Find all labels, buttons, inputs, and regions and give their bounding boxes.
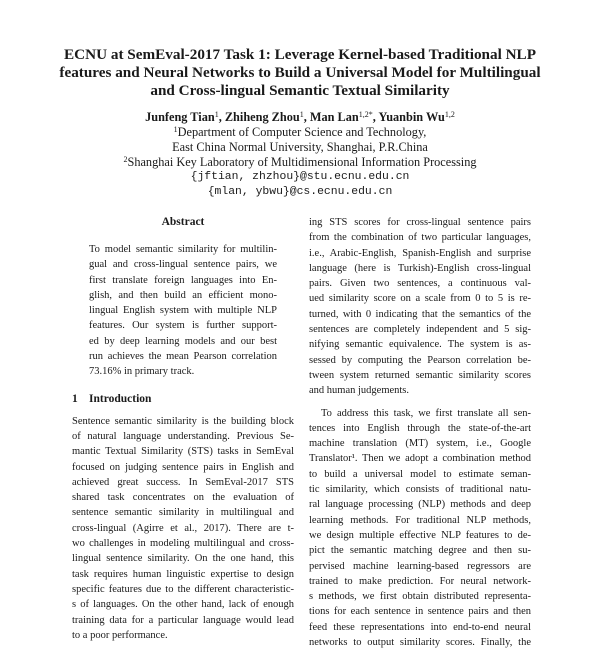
body-line: learning methods. For traditional NLP methods, (309, 514, 531, 526)
paragraph-gap (309, 399, 531, 406)
abstract-line: To model semantic similarity for multilin- (89, 244, 277, 255)
body-line: we design multiple effective NLP features to de- (309, 529, 531, 541)
author-separator: , (303, 110, 310, 124)
author-name: Yuanbin Wu (378, 110, 445, 124)
introduction-body (72, 414, 294, 643)
title-line: features and Neural Networks to Build a Universal Model for Multilingual (59, 64, 541, 81)
author-separator: , (218, 110, 225, 124)
author-separator: , (372, 110, 379, 124)
body-line: and human judgements. (309, 385, 410, 397)
body-line: pict the semantic matching degree and then su- (309, 545, 531, 557)
affiliation-1 (40, 125, 560, 140)
abstract-line: glish, and then build an efficient mono- (89, 289, 277, 301)
author-block (40, 110, 560, 200)
body-line: sentences are completely independent and 5 sig- (309, 324, 531, 336)
body-line: feed these representations into end-to-end neural (309, 621, 531, 633)
affiliation-sup: 1 (173, 125, 178, 134)
body-line: achieved great success. In SemEval-2017 STS (72, 476, 294, 488)
body-line: s methods, we first obtain distributed representa- (309, 591, 531, 603)
body-line: tween system returned semantic similarity scores (309, 369, 531, 381)
abstract-line: 73.16% in primary track. (89, 366, 195, 378)
body-line: shared task concentrates on the evaluation of (72, 492, 294, 504)
abstract-line: run achieves the mean Pearson correlation (89, 351, 277, 363)
body-line: specific features due to the different characteristic- (72, 583, 294, 595)
affiliation-text: Shanghai Key Laboratory of Multidimensional Information Processing (127, 155, 477, 169)
body-line: tences into English through the state-of-the-art (309, 422, 531, 434)
body-line: from the combination of two particular languages, (309, 232, 531, 244)
body-line: pervised machine learning-based regressors are (309, 560, 531, 572)
abstract-line: features. Our system is further support- (89, 320, 277, 332)
body-line: mantic Textual Similarity (STS) tasks in SemEval (72, 446, 294, 458)
body-line: to a poor performance. (72, 629, 168, 641)
abstract-body (72, 242, 294, 380)
body-line: machine translation (MT) system, i.e., Google (309, 438, 531, 450)
body-line: s of languages. On the other hand, lack of enough (72, 599, 294, 611)
section-number: 1 (72, 392, 78, 405)
body-line: wo challenges in modeling multilingual and cross- (72, 538, 294, 550)
author-name: Junfeng Tian (145, 110, 215, 124)
section-title: Introduction (89, 392, 152, 405)
email-line[interactable]: {jftian, zhzhou}@stu.ecnu.edu.cn (190, 171, 410, 183)
author-names (40, 110, 560, 125)
title-line: and Cross-lingual Semantic Textual Similarity (150, 82, 450, 99)
paragraph (309, 215, 531, 399)
title-line: ECNU at SemEval-2017 Task 1: Leverage Kernel-based Traditional NLP (64, 46, 536, 63)
body-line: Sentence semantic similarity is the building block (72, 415, 294, 427)
paragraph (309, 406, 531, 650)
body-line: tions for each sentence in sentence pairs and then (309, 606, 531, 618)
body-line: of natural language understanding. Previous Se- (72, 430, 294, 442)
abstract-line: lingual English system with multiple NLP (89, 305, 277, 317)
body-line: to build a universal model to estimate seman- (309, 468, 531, 480)
body-line: nifying semantic equivalence. The system is as- (309, 339, 531, 351)
affiliation-text: Department of Computer Science and Technology, (177, 125, 427, 139)
author-sup: 1,2* (358, 110, 373, 119)
affiliation-1-line-2: East China Normal University, Shanghai, P.R.China (172, 140, 428, 154)
author-sup: 1 (299, 110, 304, 119)
right-column (309, 215, 531, 650)
body-line: ued similarity score on a scale from 0 to 5 is re- (309, 293, 531, 305)
paper-title (40, 46, 560, 100)
body-line: ing STS scores for cross-lingual sentence pairs (309, 217, 531, 228)
affiliation-2 (40, 155, 560, 170)
body-line: networks to output similarity scores. Finally, the (309, 637, 531, 649)
body-line: lingual sentence similarity. On the one hand, this (72, 553, 294, 565)
abstract-line: ed by deep learning models and our best (89, 335, 277, 347)
left-column (72, 215, 294, 643)
author-name: Zhiheng Zhou (224, 110, 300, 124)
body-line: training data for a particular language would lead (72, 614, 294, 626)
body-line: trained to make prediction. For neural network- (309, 575, 531, 587)
abstract-line: gual and cross-lingual sentence pairs, we (89, 259, 277, 271)
abstract-heading: Abstract (161, 216, 205, 228)
footnote-ref-line[interactable]: Translator¹. Then we adopt a combination method (309, 453, 531, 465)
section-heading (72, 392, 294, 407)
body-line: ral language processing (NLP) methods and deep (309, 499, 531, 511)
citation-line[interactable]: cross-lingual (Agirre et al., 2017). There are t- (72, 522, 294, 534)
abstract-line: first translate foreign languages into En- (89, 274, 277, 286)
body-line: pairs. Given two sentences, a continuous val- (309, 278, 531, 290)
body-line: language (here is Turkish)-English cross-lingual (309, 262, 531, 274)
author-sup: 1,2 (444, 110, 455, 119)
author-sup: 1 (214, 110, 219, 119)
body-line: tic similarity, which consists of traditional natu- (309, 484, 531, 496)
body-line: sentence semantic similarity in multilingual and (72, 507, 294, 519)
body-line: sessed by computing the Pearson correlation be- (309, 354, 531, 366)
body-line: task requires human linguistic expertise to design (72, 568, 294, 580)
body-line: turned, with 0 indicating that the semantics of the (309, 308, 531, 320)
body-line: i.e., Arabic-English, Spanish-English and surprise (309, 247, 531, 259)
body-line: To address this task, we first translate all sen- (321, 407, 531, 419)
author-name: Man Lan (309, 110, 359, 124)
affiliation-sup: 2 (123, 155, 128, 164)
body-line: focused on judging sentence pairs in English and (72, 461, 294, 473)
email-line[interactable]: {mlan, ybwu}@cs.ecnu.edu.cn (207, 186, 393, 198)
